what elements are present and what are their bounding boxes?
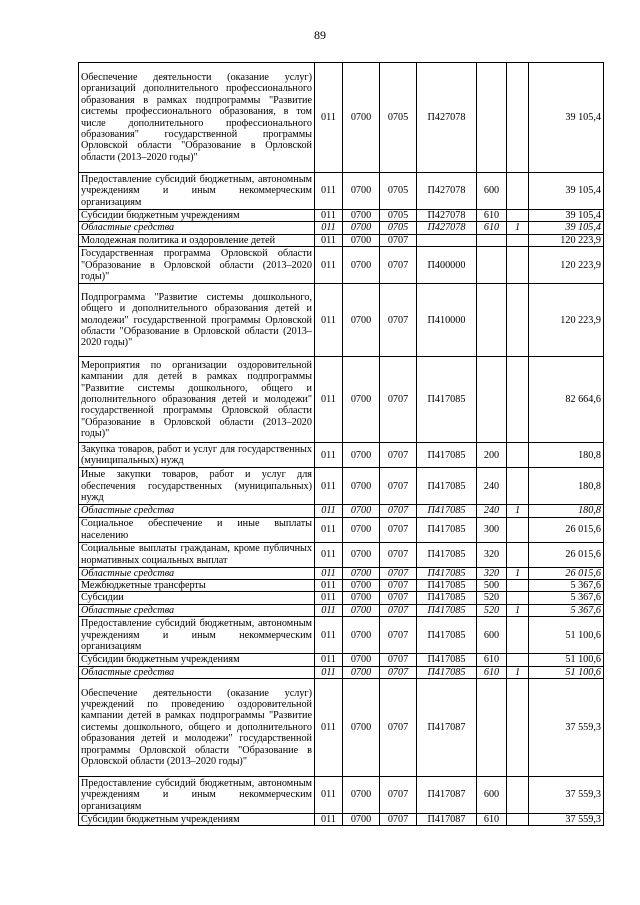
row-amount: 120 223,9	[529, 247, 604, 284]
row-target-article: П417085	[417, 654, 477, 666]
row-expense-type: 610	[477, 222, 507, 234]
row-ministry-code: 011	[315, 814, 343, 826]
row-subsection-code: 0707	[380, 505, 417, 517]
table-row	[79, 517, 604, 542]
row-subsection-code: 0707	[380, 567, 417, 579]
row-source	[507, 357, 529, 443]
row-subsection-code: 0705	[380, 173, 417, 210]
row-expense-type	[477, 284, 507, 357]
row-amount: 5 367,6	[529, 604, 604, 616]
row-ministry-code: 011	[315, 604, 343, 616]
row-ministry-code: 011	[315, 443, 343, 468]
row-expense-type: 610	[477, 666, 507, 678]
table-row	[79, 654, 604, 666]
row-ministry-code: 011	[315, 617, 343, 654]
row-source	[507, 592, 529, 604]
row-description: Обеспечение деятельности (оказание услуг) организаций дополнительного профессионального образования в рамках подпрограммы "Развитие системы профессионального образования, в том числе дополнительного профессионального образования" государственной программы Орловской области "Образование в Орловской области (2013–2020 годы)"	[79, 63, 315, 173]
row-subsection-code: 0707	[380, 814, 417, 826]
row-description: Субсидии	[79, 592, 315, 604]
row-section-code: 0700	[343, 592, 380, 604]
row-description: Предоставление субсидий бюджетным, автономным учреждениям и иным некоммерческим организациям	[79, 777, 315, 814]
row-target-article: П417085	[417, 666, 477, 678]
row-source: 1	[507, 567, 529, 579]
row-amount: 120 223,9	[529, 284, 604, 357]
page-number: 89	[314, 28, 326, 42]
row-amount: 37 559,3	[529, 777, 604, 814]
row-subsection-code: 0707	[380, 592, 417, 604]
row-subsection-code: 0707	[380, 679, 417, 777]
table-row	[79, 247, 604, 284]
row-description: Субсидии бюджетным учреждениям	[79, 814, 315, 826]
row-description: Субсидии бюджетным учреждениям	[79, 654, 315, 666]
row-subsection-code: 0707	[380, 468, 417, 505]
row-amount: 180,8	[529, 443, 604, 468]
row-amount: 5 367,6	[529, 592, 604, 604]
row-target-article	[417, 234, 477, 246]
row-ministry-code: 011	[315, 505, 343, 517]
row-description: Областные средства	[79, 604, 315, 616]
row-expense-type	[477, 357, 507, 443]
row-target-article: П417085	[417, 580, 477, 592]
row-source: 1	[507, 604, 529, 616]
row-subsection-code: 0707	[380, 247, 417, 284]
row-source	[507, 468, 529, 505]
row-section-code: 0700	[343, 567, 380, 579]
row-section-code: 0700	[343, 357, 380, 443]
row-amount: 39 105,4	[529, 210, 604, 222]
row-expense-type: 600	[477, 777, 507, 814]
row-amount: 39 105,4	[529, 222, 604, 234]
table-row	[79, 468, 604, 505]
row-description: Субсидии бюджетным учреждениям	[79, 210, 315, 222]
row-subsection-code: 0707	[380, 443, 417, 468]
row-expense-type: 610	[477, 210, 507, 222]
row-ministry-code: 011	[315, 222, 343, 234]
row-section-code: 0700	[343, 284, 380, 357]
row-source	[507, 777, 529, 814]
row-section-code: 0700	[343, 666, 380, 678]
row-source	[507, 517, 529, 542]
row-subsection-code: 0707	[380, 654, 417, 666]
table-row	[79, 210, 604, 222]
row-source	[507, 580, 529, 592]
row-amount: 37 559,3	[529, 814, 604, 826]
row-expense-type	[477, 234, 507, 246]
row-section-code: 0700	[343, 617, 380, 654]
table-row	[79, 173, 604, 210]
row-expense-type: 320	[477, 567, 507, 579]
row-expense-type: 240	[477, 468, 507, 505]
row-expense-type: 500	[477, 580, 507, 592]
table-row	[79, 814, 604, 826]
row-description: Областные средства	[79, 567, 315, 579]
row-expense-type: 600	[477, 173, 507, 210]
row-target-article: П417085	[417, 617, 477, 654]
row-ministry-code: 011	[315, 468, 343, 505]
row-description: Обеспечение деятельности (оказание услуг) учреждений по проведению оздоровительной кампании детей в рамках подпрограммы "Развитие системы дошкольного, общего и дополнительного образования детей и молодежи" государственной программы Орловской области "Образование в Орловской области (2013–2020 годы)"	[79, 679, 315, 777]
row-ministry-code: 011	[315, 284, 343, 357]
row-section-code: 0700	[343, 580, 380, 592]
row-ministry-code: 011	[315, 63, 343, 173]
row-amount: 26 015,6	[529, 567, 604, 579]
row-subsection-code: 0707	[380, 777, 417, 814]
row-subsection-code: 0707	[380, 517, 417, 542]
row-amount: 51 100,6	[529, 654, 604, 666]
table-row	[79, 777, 604, 814]
row-description: Областные средства	[79, 222, 315, 234]
row-section-code: 0700	[343, 443, 380, 468]
row-amount: 26 015,6	[529, 542, 604, 567]
row-target-article: П400000	[417, 247, 477, 284]
row-target-article: П417087	[417, 679, 477, 777]
row-amount: 51 100,6	[529, 617, 604, 654]
row-target-article: П427078	[417, 173, 477, 210]
row-section-code: 0700	[343, 814, 380, 826]
row-subsection-code: 0707	[380, 666, 417, 678]
row-section-code: 0700	[343, 505, 380, 517]
row-ministry-code: 011	[315, 580, 343, 592]
row-ministry-code: 011	[315, 247, 343, 284]
row-amount: 37 559,3	[529, 679, 604, 777]
row-target-article: П417085	[417, 443, 477, 468]
row-ministry-code: 011	[315, 542, 343, 567]
row-expense-type: 200	[477, 443, 507, 468]
row-target-article: П417087	[417, 814, 477, 826]
row-description: Областные средства	[79, 666, 315, 678]
row-source	[507, 210, 529, 222]
row-ministry-code: 011	[315, 592, 343, 604]
row-section-code: 0700	[343, 517, 380, 542]
row-target-article: П427078	[417, 63, 477, 173]
row-ministry-code: 011	[315, 357, 343, 443]
row-ministry-code: 011	[315, 567, 343, 579]
row-description: Подпрограмма "Развитие системы дошкольного, общего и дополнительного образования детей и молодежи" государственной программы Орловской области "Образование в Орловской области (2013–2020 годы)"	[79, 284, 315, 357]
row-description: Молодежная политика и оздоровление детей	[79, 234, 315, 246]
row-ministry-code: 011	[315, 210, 343, 222]
row-ministry-code: 011	[315, 234, 343, 246]
row-source	[507, 654, 529, 666]
row-amount: 26 015,6	[529, 517, 604, 542]
row-section-code: 0700	[343, 679, 380, 777]
row-section-code: 0700	[343, 654, 380, 666]
row-amount: 39 105,4	[529, 173, 604, 210]
row-section-code: 0700	[343, 234, 380, 246]
table-row	[79, 604, 604, 616]
row-expense-type: 520	[477, 604, 507, 616]
table-row	[79, 567, 604, 579]
row-expense-type: 600	[477, 617, 507, 654]
row-subsection-code: 0707	[380, 234, 417, 246]
row-target-article: П417085	[417, 604, 477, 616]
row-amount: 39 105,4	[529, 63, 604, 173]
row-target-article: П417085	[417, 592, 477, 604]
row-target-article: П427078	[417, 210, 477, 222]
row-target-article: П417085	[417, 468, 477, 505]
table-row	[79, 357, 604, 443]
row-description: Закупка товаров, работ и услуг для государственных (муниципальных) нужд	[79, 443, 315, 468]
row-subsection-code: 0707	[380, 357, 417, 443]
row-ministry-code: 011	[315, 777, 343, 814]
row-expense-type: 240	[477, 505, 507, 517]
row-subsection-code: 0707	[380, 284, 417, 357]
row-ministry-code: 011	[315, 666, 343, 678]
row-target-article: П417085	[417, 357, 477, 443]
row-target-article: П417085	[417, 505, 477, 517]
row-subsection-code: 0707	[380, 542, 417, 567]
row-target-article: П427078	[417, 222, 477, 234]
row-source	[507, 247, 529, 284]
row-amount: 180,8	[529, 505, 604, 517]
row-description: Межбюджетные трансферты	[79, 580, 315, 592]
row-amount: 5 367,6	[529, 580, 604, 592]
table-row	[79, 580, 604, 592]
row-amount: 180,8	[529, 468, 604, 505]
row-description: Предоставление субсидий бюджетным, автономным учреждениям и иным некоммерческим организациям	[79, 173, 315, 210]
row-source	[507, 284, 529, 357]
row-subsection-code: 0707	[380, 604, 417, 616]
row-section-code: 0700	[343, 222, 380, 234]
table-row	[79, 666, 604, 678]
row-amount: 51 100,6	[529, 666, 604, 678]
row-source	[507, 814, 529, 826]
row-target-article: П410000	[417, 284, 477, 357]
row-description: Иные закупки товаров, работ и услуг для обеспечения государственных (муниципальных) нужд	[79, 468, 315, 505]
row-description: Социальное обеспечение и иные выплаты населению	[79, 517, 315, 542]
row-expense-type: 520	[477, 592, 507, 604]
row-target-article: П417085	[417, 542, 477, 567]
row-source	[507, 63, 529, 173]
row-description: Областные средства	[79, 505, 315, 517]
table-row	[79, 443, 604, 468]
row-source	[507, 617, 529, 654]
table-row	[79, 234, 604, 246]
row-ministry-code: 011	[315, 173, 343, 210]
row-target-article: П417085	[417, 517, 477, 542]
table-body	[79, 63, 604, 826]
row-section-code: 0700	[343, 468, 380, 505]
row-amount: 82 664,6	[529, 357, 604, 443]
row-section-code: 0700	[343, 247, 380, 284]
row-subsection-code: 0705	[380, 210, 417, 222]
table-row	[79, 63, 604, 173]
row-source	[507, 542, 529, 567]
row-description: Мероприятия по организации оздоровительной кампании для детей в рамках подпрограммы "Развитие системы дошкольного, общего и дополнительного образования детей и молодежи" государственной программы Орловской области "Образование в Орловской области (2013–2020 годы)"	[79, 357, 315, 443]
row-description: Государственная программа Орловской области "Образование в Орловской области (2013–2020 годы)"	[79, 247, 315, 284]
table-row	[79, 592, 604, 604]
table-row	[79, 505, 604, 517]
row-expense-type: 610	[477, 654, 507, 666]
row-ministry-code: 011	[315, 679, 343, 777]
row-expense-type	[477, 63, 507, 173]
table-row	[79, 222, 604, 234]
row-expense-type	[477, 247, 507, 284]
row-source: 1	[507, 505, 529, 517]
row-expense-type: 610	[477, 814, 507, 826]
row-source	[507, 234, 529, 246]
row-target-article: П417087	[417, 777, 477, 814]
row-subsection-code: 0705	[380, 222, 417, 234]
table-row	[79, 284, 604, 357]
table-row	[79, 542, 604, 567]
row-expense-type	[477, 679, 507, 777]
table-row	[79, 617, 604, 654]
row-section-code: 0700	[343, 542, 380, 567]
row-ministry-code: 011	[315, 517, 343, 542]
row-section-code: 0700	[343, 604, 380, 616]
row-source: 1	[507, 222, 529, 234]
row-section-code: 0700	[343, 210, 380, 222]
row-source	[507, 173, 529, 210]
row-source	[507, 679, 529, 777]
row-description: Социальные выплаты гражданам, кроме публичных нормативных социальных выплат	[79, 542, 315, 567]
row-subsection-code: 0707	[380, 580, 417, 592]
row-source	[507, 443, 529, 468]
row-source: 1	[507, 666, 529, 678]
row-subsection-code: 0707	[380, 617, 417, 654]
table-row	[79, 679, 604, 777]
row-ministry-code: 011	[315, 654, 343, 666]
row-section-code: 0700	[343, 63, 380, 173]
row-expense-type: 320	[477, 542, 507, 567]
budget-table	[78, 62, 604, 826]
row-description: Предоставление субсидий бюджетным, автономным учреждениям и иным некоммерческим организациям	[79, 617, 315, 654]
row-subsection-code: 0705	[380, 63, 417, 173]
row-target-article: П417085	[417, 567, 477, 579]
row-expense-type: 300	[477, 517, 507, 542]
row-amount: 120 223,9	[529, 234, 604, 246]
row-section-code: 0700	[343, 777, 380, 814]
row-section-code: 0700	[343, 173, 380, 210]
